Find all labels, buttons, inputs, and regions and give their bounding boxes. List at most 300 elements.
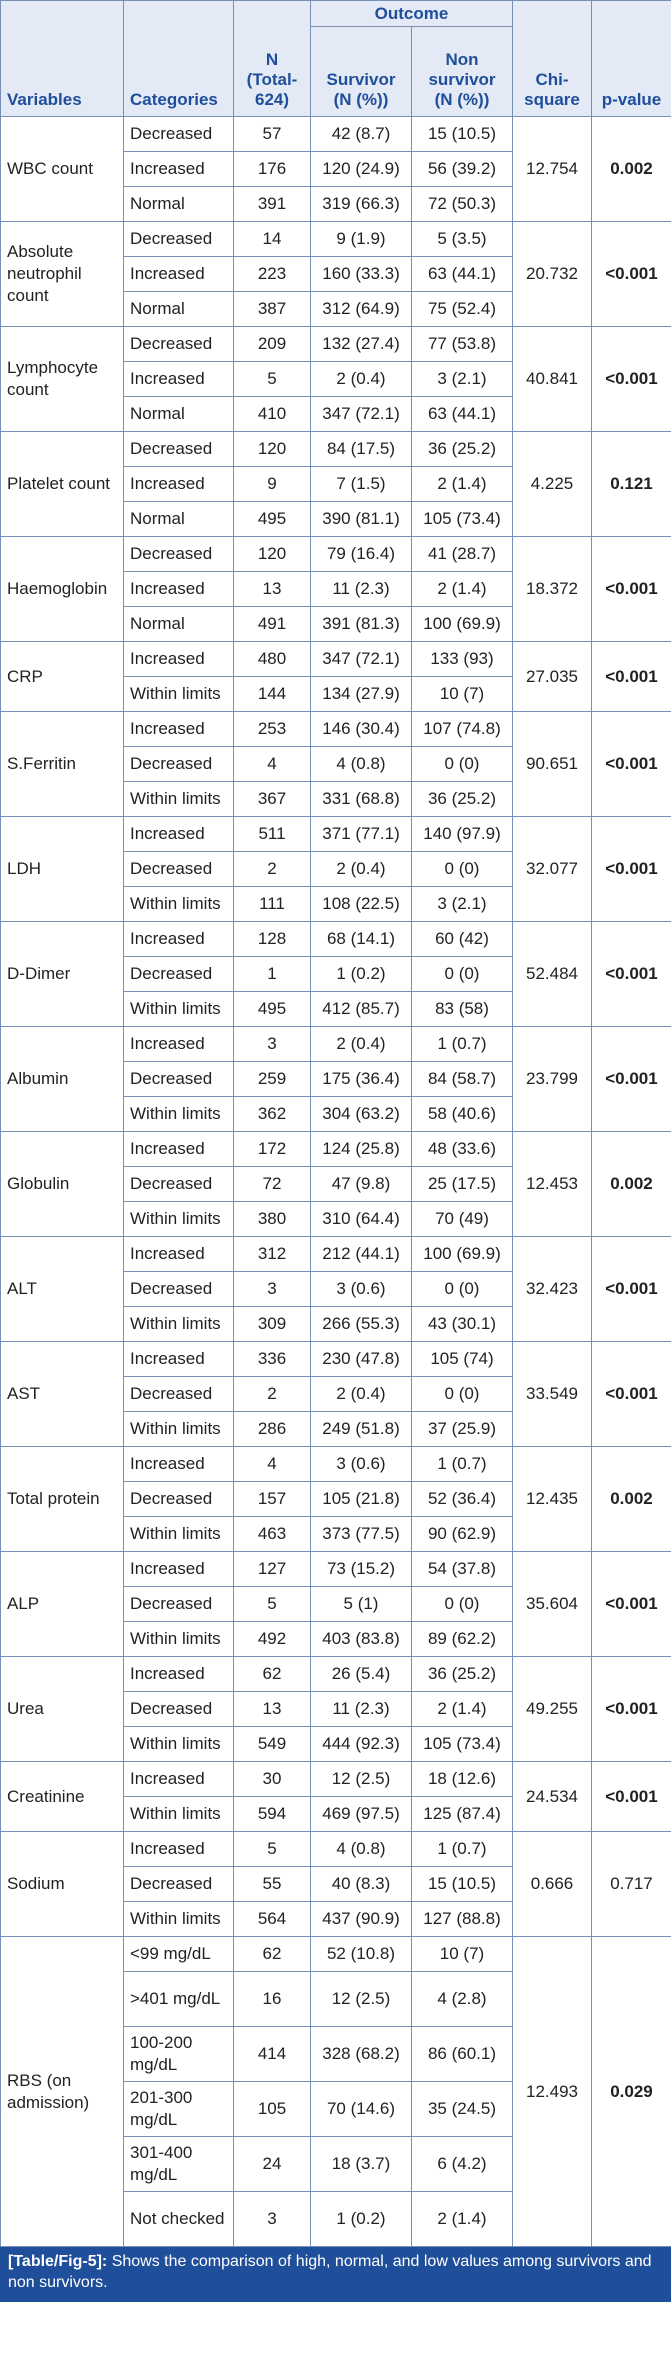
chi-square-cell: 35.604 bbox=[513, 1552, 592, 1657]
non-survivor-cell: 3 (2.1) bbox=[412, 887, 513, 922]
chi-square-cell: 40.841 bbox=[513, 327, 592, 432]
survivor-cell: 18 (3.7) bbox=[311, 2137, 412, 2192]
category-cell: Increased bbox=[124, 467, 234, 502]
category-cell: Normal bbox=[124, 397, 234, 432]
non-survivor-cell: 0 (0) bbox=[412, 852, 513, 887]
non-survivor-cell: 125 (87.4) bbox=[412, 1797, 513, 1832]
p-value-cell: <0.001 bbox=[592, 1027, 671, 1132]
variable-name: AST bbox=[1, 1342, 124, 1447]
chi-square-cell: 90.651 bbox=[513, 712, 592, 817]
category-cell: Decreased bbox=[124, 1587, 234, 1622]
p-value-cell: <0.001 bbox=[592, 1552, 671, 1657]
non-survivor-cell: 0 (0) bbox=[412, 1272, 513, 1307]
n-cell: 55 bbox=[234, 1867, 311, 1902]
survivor-cell: 391 (81.3) bbox=[311, 607, 412, 642]
n-cell: 105 bbox=[234, 2082, 311, 2137]
table-row bbox=[1, 222, 671, 257]
survivor-cell: 2 (0.4) bbox=[311, 1377, 412, 1412]
n-cell: 3 bbox=[234, 2192, 311, 2247]
table-row bbox=[1, 1132, 671, 1167]
table-row bbox=[1, 817, 671, 852]
non-survivor-cell: 86 (60.1) bbox=[412, 2027, 513, 2082]
n-cell: 367 bbox=[234, 782, 311, 817]
figure-caption bbox=[0, 2247, 671, 2302]
non-survivor-cell: 105 (73.4) bbox=[412, 1727, 513, 1762]
table-row bbox=[1, 117, 671, 152]
non-survivor-cell: 90 (62.9) bbox=[412, 1517, 513, 1552]
n-cell: 5 bbox=[234, 1587, 311, 1622]
non-survivor-cell: 35 (24.5) bbox=[412, 2082, 513, 2137]
non-survivor-cell: 0 (0) bbox=[412, 957, 513, 992]
survivor-cell: 230 (47.8) bbox=[311, 1342, 412, 1377]
survivor-cell: 249 (51.8) bbox=[311, 1412, 412, 1447]
n-cell: 495 bbox=[234, 992, 311, 1027]
survivor-cell: 347 (72.1) bbox=[311, 642, 412, 677]
p-value-cell: 0.002 bbox=[592, 1132, 671, 1237]
n-cell: 511 bbox=[234, 817, 311, 852]
category-cell: Within limits bbox=[124, 1902, 234, 1937]
n-cell: 391 bbox=[234, 187, 311, 222]
category-cell: Increased bbox=[124, 817, 234, 852]
table-row bbox=[1, 1552, 671, 1587]
category-cell: Decreased bbox=[124, 1482, 234, 1517]
chi-square-cell: 33.549 bbox=[513, 1342, 592, 1447]
category-cell: Within limits bbox=[124, 1622, 234, 1657]
category-cell: Decreased bbox=[124, 327, 234, 362]
n-cell: 3 bbox=[234, 1027, 311, 1062]
category-cell: Not checked bbox=[124, 2192, 234, 2247]
category-cell: Decreased bbox=[124, 222, 234, 257]
non-survivor-cell: 60 (42) bbox=[412, 922, 513, 957]
n-cell: 463 bbox=[234, 1517, 311, 1552]
category-cell: Increased bbox=[124, 1447, 234, 1482]
chi-square-cell: 0.666 bbox=[513, 1832, 592, 1937]
non-survivor-cell: 10 (7) bbox=[412, 677, 513, 712]
survivor-cell: 390 (81.1) bbox=[311, 502, 412, 537]
non-survivor-cell: 133 (93) bbox=[412, 642, 513, 677]
n-cell: 414 bbox=[234, 2027, 311, 2082]
survivor-cell: 42 (8.7) bbox=[311, 117, 412, 152]
non-survivor-cell: 18 (12.6) bbox=[412, 1762, 513, 1797]
category-cell: Increased bbox=[124, 642, 234, 677]
n-cell: 387 bbox=[234, 292, 311, 327]
non-survivor-cell: 37 (25.9) bbox=[412, 1412, 513, 1447]
table-row bbox=[1, 1237, 671, 1272]
survivor-cell: 146 (30.4) bbox=[311, 712, 412, 747]
non-survivor-cell: 1 (0.7) bbox=[412, 1832, 513, 1867]
survivor-cell: 84 (17.5) bbox=[311, 432, 412, 467]
non-survivor-cell: 0 (0) bbox=[412, 1377, 513, 1412]
n-cell: 594 bbox=[234, 1797, 311, 1832]
non-survivor-cell: 100 (69.9) bbox=[412, 1237, 513, 1272]
category-cell: Increased bbox=[124, 1762, 234, 1797]
survivor-cell: 412 (85.7) bbox=[311, 992, 412, 1027]
survivor-cell: 310 (64.4) bbox=[311, 1202, 412, 1237]
variable-name: Platelet count bbox=[1, 432, 124, 537]
survivor-cell: 3 (0.6) bbox=[311, 1272, 412, 1307]
p-value-cell: <0.001 bbox=[592, 222, 671, 327]
non-survivor-cell: 2 (1.4) bbox=[412, 467, 513, 502]
category-cell: Normal bbox=[124, 607, 234, 642]
survivor-cell: 160 (33.3) bbox=[311, 257, 412, 292]
non-survivor-cell: 84 (58.7) bbox=[412, 1062, 513, 1097]
variable-name: Globulin bbox=[1, 1132, 124, 1237]
category-cell: Increased bbox=[124, 257, 234, 292]
p-value-cell: <0.001 bbox=[592, 327, 671, 432]
category-cell: Within limits bbox=[124, 1097, 234, 1132]
non-survivor-cell: 2 (1.4) bbox=[412, 2192, 513, 2247]
variable-name: CRP bbox=[1, 642, 124, 712]
variable-name: ALT bbox=[1, 1237, 124, 1342]
survivor-cell: 444 (92.3) bbox=[311, 1727, 412, 1762]
p-value-cell: <0.001 bbox=[592, 922, 671, 1027]
category-cell: >401 mg/dL bbox=[124, 1972, 234, 2027]
variable-name: S.Ferritin bbox=[1, 712, 124, 817]
header-survivor: Survivor (N (%)) bbox=[311, 27, 412, 117]
table-row bbox=[1, 1027, 671, 1062]
n-cell: 127 bbox=[234, 1552, 311, 1587]
chi-square-cell: 24.534 bbox=[513, 1762, 592, 1832]
non-survivor-cell: 127 (88.8) bbox=[412, 1902, 513, 1937]
survivor-cell: 79 (16.4) bbox=[311, 537, 412, 572]
non-survivor-cell: 4 (2.8) bbox=[412, 1972, 513, 2027]
category-cell: Within limits bbox=[124, 992, 234, 1027]
chi-square-cell: 32.423 bbox=[513, 1237, 592, 1342]
non-survivor-cell: 1 (0.7) bbox=[412, 1447, 513, 1482]
category-cell: Increased bbox=[124, 572, 234, 607]
chi-square-cell: 12.493 bbox=[513, 1937, 592, 2247]
survivor-cell: 2 (0.4) bbox=[311, 1027, 412, 1062]
survivor-cell: 2 (0.4) bbox=[311, 362, 412, 397]
category-cell: Increased bbox=[124, 152, 234, 187]
header-outcome: Outcome bbox=[311, 1, 513, 27]
survivor-cell: 347 (72.1) bbox=[311, 397, 412, 432]
n-cell: 57 bbox=[234, 117, 311, 152]
table-row bbox=[1, 922, 671, 957]
survivor-cell: 304 (63.2) bbox=[311, 1097, 412, 1132]
category-cell: 100-200 mg/dL bbox=[124, 2027, 234, 2082]
n-cell: 4 bbox=[234, 747, 311, 782]
category-cell: Within limits bbox=[124, 1307, 234, 1342]
p-value-cell: <0.001 bbox=[592, 642, 671, 712]
n-cell: 480 bbox=[234, 642, 311, 677]
non-survivor-cell: 0 (0) bbox=[412, 1587, 513, 1622]
n-cell: 549 bbox=[234, 1727, 311, 1762]
chi-square-cell: 12.453 bbox=[513, 1132, 592, 1237]
n-cell: 309 bbox=[234, 1307, 311, 1342]
category-cell: Normal bbox=[124, 187, 234, 222]
caption-label: [Table/Fig-5]: bbox=[8, 2253, 108, 2270]
n-cell: 62 bbox=[234, 1657, 311, 1692]
non-survivor-cell: 25 (17.5) bbox=[412, 1167, 513, 1202]
n-cell: 491 bbox=[234, 607, 311, 642]
category-cell: Within limits bbox=[124, 1202, 234, 1237]
survivor-cell: 403 (83.8) bbox=[311, 1622, 412, 1657]
header-n: N (Total-624) bbox=[234, 1, 311, 117]
n-cell: 157 bbox=[234, 1482, 311, 1517]
n-cell: 253 bbox=[234, 712, 311, 747]
survivor-cell: 3 (0.6) bbox=[311, 1447, 412, 1482]
p-value-cell: <0.001 bbox=[592, 1762, 671, 1832]
non-survivor-cell: 107 (74.8) bbox=[412, 712, 513, 747]
survivor-cell: 73 (15.2) bbox=[311, 1552, 412, 1587]
n-cell: 9 bbox=[234, 467, 311, 502]
category-cell: Increased bbox=[124, 1342, 234, 1377]
survivor-cell: 47 (9.8) bbox=[311, 1167, 412, 1202]
non-survivor-cell: 100 (69.9) bbox=[412, 607, 513, 642]
n-cell: 336 bbox=[234, 1342, 311, 1377]
n-cell: 495 bbox=[234, 502, 311, 537]
table-row bbox=[1, 1342, 671, 1377]
n-cell: 259 bbox=[234, 1062, 311, 1097]
survivor-cell: 11 (2.3) bbox=[311, 1692, 412, 1727]
category-cell: Increased bbox=[124, 1237, 234, 1272]
n-cell: 209 bbox=[234, 327, 311, 362]
p-value-cell: <0.001 bbox=[592, 537, 671, 642]
non-survivor-cell: 52 (36.4) bbox=[412, 1482, 513, 1517]
survivor-cell: 52 (10.8) bbox=[311, 1937, 412, 1972]
p-value-cell: <0.001 bbox=[592, 817, 671, 922]
category-cell: Normal bbox=[124, 292, 234, 327]
survivor-cell: 4 (0.8) bbox=[311, 1832, 412, 1867]
category-cell: Normal bbox=[124, 502, 234, 537]
chi-square-cell: 52.484 bbox=[513, 922, 592, 1027]
survivor-cell: 105 (21.8) bbox=[311, 1482, 412, 1517]
table-row bbox=[1, 537, 671, 572]
header-categories: Categories bbox=[124, 1, 234, 117]
chi-square-cell: 49.255 bbox=[513, 1657, 592, 1762]
chi-square-cell: 18.372 bbox=[513, 537, 592, 642]
non-survivor-cell: 58 (40.6) bbox=[412, 1097, 513, 1132]
table-body bbox=[1, 117, 671, 2247]
survivor-cell: 1 (0.2) bbox=[311, 957, 412, 992]
n-cell: 172 bbox=[234, 1132, 311, 1167]
p-value-cell: <0.001 bbox=[592, 712, 671, 817]
variable-name: Urea bbox=[1, 1657, 124, 1762]
chi-square-cell: 23.799 bbox=[513, 1027, 592, 1132]
non-survivor-cell: 77 (53.8) bbox=[412, 327, 513, 362]
variable-name: WBC count bbox=[1, 117, 124, 222]
n-cell: 144 bbox=[234, 677, 311, 712]
p-value-cell: <0.001 bbox=[592, 1342, 671, 1447]
n-cell: 3 bbox=[234, 1272, 311, 1307]
category-cell: Decreased bbox=[124, 747, 234, 782]
category-cell: Decreased bbox=[124, 852, 234, 887]
category-cell: <99 mg/dL bbox=[124, 1937, 234, 1972]
non-survivor-cell: 43 (30.1) bbox=[412, 1307, 513, 1342]
category-cell: Within limits bbox=[124, 782, 234, 817]
survivor-cell: 108 (22.5) bbox=[311, 887, 412, 922]
n-cell: 410 bbox=[234, 397, 311, 432]
category-cell: Within limits bbox=[124, 1797, 234, 1832]
variable-name: Total protein bbox=[1, 1447, 124, 1552]
survivor-cell: 175 (36.4) bbox=[311, 1062, 412, 1097]
non-survivor-cell: 15 (10.5) bbox=[412, 1867, 513, 1902]
category-cell: Increased bbox=[124, 712, 234, 747]
table-row bbox=[1, 1657, 671, 1692]
table-row bbox=[1, 1937, 671, 1972]
table-row bbox=[1, 1832, 671, 1867]
non-survivor-cell: 5 (3.5) bbox=[412, 222, 513, 257]
variable-name: D-Dimer bbox=[1, 922, 124, 1027]
survivor-cell: 1 (0.2) bbox=[311, 2192, 412, 2247]
survivor-cell: 12 (2.5) bbox=[311, 1762, 412, 1797]
non-survivor-cell: 105 (74) bbox=[412, 1342, 513, 1377]
non-survivor-cell: 72 (50.3) bbox=[412, 187, 513, 222]
category-cell: Decreased bbox=[124, 1867, 234, 1902]
variable-name: Haemoglobin bbox=[1, 537, 124, 642]
p-value-cell: 0.121 bbox=[592, 432, 671, 537]
chi-square-cell: 12.754 bbox=[513, 117, 592, 222]
n-cell: 16 bbox=[234, 1972, 311, 2027]
category-cell: Within limits bbox=[124, 1517, 234, 1552]
survivor-cell: 469 (97.5) bbox=[311, 1797, 412, 1832]
category-cell: Increased bbox=[124, 1132, 234, 1167]
non-survivor-cell: 105 (73.4) bbox=[412, 502, 513, 537]
variable-name: RBS (on admission) bbox=[1, 1937, 124, 2247]
n-cell: 30 bbox=[234, 1762, 311, 1797]
variable-name: Lymphocyte count bbox=[1, 327, 124, 432]
p-value-cell: 0.717 bbox=[592, 1832, 671, 1937]
n-cell: 176 bbox=[234, 152, 311, 187]
header-p-value: p-value bbox=[592, 1, 671, 117]
n-cell: 2 bbox=[234, 1377, 311, 1412]
variable-name: ALP bbox=[1, 1552, 124, 1657]
category-cell: Increased bbox=[124, 922, 234, 957]
survivor-cell: 266 (55.3) bbox=[311, 1307, 412, 1342]
survivor-cell: 40 (8.3) bbox=[311, 1867, 412, 1902]
header-non-survivor: Non survivor (N (%)) bbox=[412, 27, 513, 117]
category-cell: Increased bbox=[124, 1027, 234, 1062]
category-cell: Decreased bbox=[124, 1062, 234, 1097]
table-row bbox=[1, 327, 671, 362]
survivor-cell: 12 (2.5) bbox=[311, 1972, 412, 2027]
non-survivor-cell: 89 (62.2) bbox=[412, 1622, 513, 1657]
survivor-cell: 134 (27.9) bbox=[311, 677, 412, 712]
n-cell: 111 bbox=[234, 887, 311, 922]
p-value-cell: 0.002 bbox=[592, 117, 671, 222]
survivor-cell: 2 (0.4) bbox=[311, 852, 412, 887]
non-survivor-cell: 70 (49) bbox=[412, 1202, 513, 1237]
category-cell: Decreased bbox=[124, 1167, 234, 1202]
category-cell: Increased bbox=[124, 1832, 234, 1867]
non-survivor-cell: 140 (97.9) bbox=[412, 817, 513, 852]
variable-name: Absolute neutrophil count bbox=[1, 222, 124, 327]
non-survivor-cell: 75 (52.4) bbox=[412, 292, 513, 327]
non-survivor-cell: 1 (0.7) bbox=[412, 1027, 513, 1062]
n-cell: 286 bbox=[234, 1412, 311, 1447]
n-cell: 312 bbox=[234, 1237, 311, 1272]
chi-square-cell: 20.732 bbox=[513, 222, 592, 327]
survivor-cell: 4 (0.8) bbox=[311, 747, 412, 782]
category-cell: 201-300 mg/dL bbox=[124, 2082, 234, 2137]
survivor-cell: 132 (27.4) bbox=[311, 327, 412, 362]
survivor-cell: 124 (25.8) bbox=[311, 1132, 412, 1167]
variable-name: LDH bbox=[1, 817, 124, 922]
non-survivor-cell: 15 (10.5) bbox=[412, 117, 513, 152]
n-cell: 380 bbox=[234, 1202, 311, 1237]
survivor-cell: 70 (14.6) bbox=[311, 2082, 412, 2137]
non-survivor-cell: 54 (37.8) bbox=[412, 1552, 513, 1587]
category-cell: Within limits bbox=[124, 1727, 234, 1762]
non-survivor-cell: 6 (4.2) bbox=[412, 2137, 513, 2192]
n-cell: 13 bbox=[234, 1692, 311, 1727]
n-cell: 24 bbox=[234, 2137, 311, 2192]
category-cell: Increased bbox=[124, 1552, 234, 1587]
table-row bbox=[1, 642, 671, 677]
category-cell: Within limits bbox=[124, 887, 234, 922]
n-cell: 4 bbox=[234, 1447, 311, 1482]
non-survivor-cell: 63 (44.1) bbox=[412, 397, 513, 432]
table-row bbox=[1, 432, 671, 467]
caption-text: Shows the comparison of high, normal, and low values among survivors and non survivors. bbox=[8, 2253, 652, 2291]
survivor-cell: 331 (68.8) bbox=[311, 782, 412, 817]
non-survivor-cell: 0 (0) bbox=[412, 747, 513, 782]
header-variables: Variables bbox=[1, 1, 124, 117]
table-row bbox=[1, 712, 671, 747]
variable-name: Albumin bbox=[1, 1027, 124, 1132]
non-survivor-cell: 36 (25.2) bbox=[412, 1657, 513, 1692]
non-survivor-cell: 3 (2.1) bbox=[412, 362, 513, 397]
n-cell: 13 bbox=[234, 572, 311, 607]
non-survivor-cell: 56 (39.2) bbox=[412, 152, 513, 187]
non-survivor-cell: 36 (25.2) bbox=[412, 782, 513, 817]
category-cell: Increased bbox=[124, 362, 234, 397]
survivor-cell: 437 (90.9) bbox=[311, 1902, 412, 1937]
table-row bbox=[1, 1762, 671, 1797]
category-cell: Decreased bbox=[124, 117, 234, 152]
survivor-cell: 68 (14.1) bbox=[311, 922, 412, 957]
n-cell: 5 bbox=[234, 362, 311, 397]
survivor-cell: 120 (24.9) bbox=[311, 152, 412, 187]
non-survivor-cell: 41 (28.7) bbox=[412, 537, 513, 572]
survivor-cell: 319 (66.3) bbox=[311, 187, 412, 222]
category-cell: 301-400 mg/dL bbox=[124, 2137, 234, 2192]
category-cell: Within limits bbox=[124, 1412, 234, 1447]
n-cell: 223 bbox=[234, 257, 311, 292]
non-survivor-cell: 63 (44.1) bbox=[412, 257, 513, 292]
survivor-cell: 328 (68.2) bbox=[311, 2027, 412, 2082]
variable-name: Sodium bbox=[1, 1832, 124, 1937]
p-value-cell: <0.001 bbox=[592, 1657, 671, 1762]
p-value-cell: <0.001 bbox=[592, 1237, 671, 1342]
n-cell: 62 bbox=[234, 1937, 311, 1972]
survivor-cell: 7 (1.5) bbox=[311, 467, 412, 502]
n-cell: 14 bbox=[234, 222, 311, 257]
p-value-cell: 0.002 bbox=[592, 1447, 671, 1552]
n-cell: 120 bbox=[234, 432, 311, 467]
category-cell: Within limits bbox=[124, 677, 234, 712]
survivor-cell: 312 (64.9) bbox=[311, 292, 412, 327]
n-cell: 2 bbox=[234, 852, 311, 887]
table-row bbox=[1, 1447, 671, 1482]
non-survivor-cell: 2 (1.4) bbox=[412, 1692, 513, 1727]
survivor-cell: 371 (77.1) bbox=[311, 817, 412, 852]
n-cell: 5 bbox=[234, 1832, 311, 1867]
n-cell: 120 bbox=[234, 537, 311, 572]
category-cell: Decreased bbox=[124, 957, 234, 992]
chi-square-cell: 12.435 bbox=[513, 1447, 592, 1552]
survivor-cell: 5 (1) bbox=[311, 1587, 412, 1622]
category-cell: Increased bbox=[124, 1657, 234, 1692]
survivor-cell: 373 (77.5) bbox=[311, 1517, 412, 1552]
survivor-cell: 11 (2.3) bbox=[311, 572, 412, 607]
category-cell: Decreased bbox=[124, 1272, 234, 1307]
chi-square-cell: 27.035 bbox=[513, 642, 592, 712]
variable-name: Creatinine bbox=[1, 1762, 124, 1832]
table-header bbox=[1, 1, 671, 117]
survivor-cell: 212 (44.1) bbox=[311, 1237, 412, 1272]
